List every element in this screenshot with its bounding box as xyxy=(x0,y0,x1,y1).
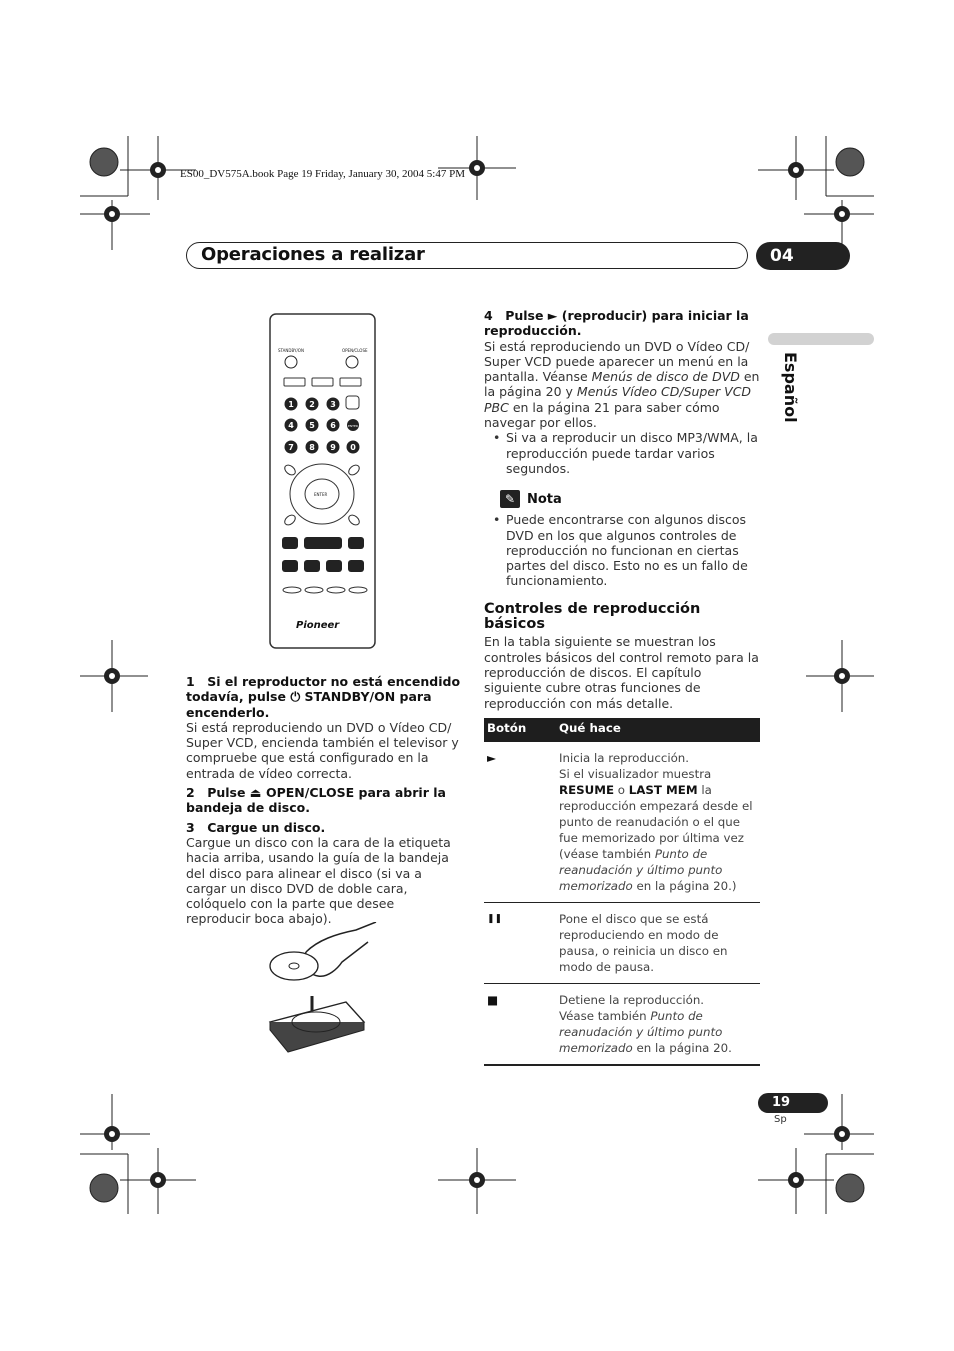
remote-key-label: 3 xyxy=(330,400,336,409)
page-number: 19 xyxy=(758,1093,828,1113)
step-3-body: Cargue un disco con la cara de la etiqueta hacia arriba, usando la guía de la bandeja del disco para alinear el disco (si va a cargar un disco DVD de doble cara, colóquelo con la parte que desee reproducir boca abajo). xyxy=(186,834,451,927)
table-row xyxy=(484,742,760,903)
remote-brand-logo: Pioneer xyxy=(296,620,340,631)
table-row xyxy=(484,984,760,1066)
remote-key-label: 4 xyxy=(288,421,294,430)
remote-key-label: 9 xyxy=(330,443,336,452)
row-stop-description: Detiene la reproducción. Véase también Punto de reanudación y último punto memorizado en la página 20. xyxy=(556,984,760,1066)
step-1-heading: 1 Si el reproductor no está encendido todavía, pulse ⏻ STANDBY/ON para encenderlo. xyxy=(186,674,461,720)
pause-icon: ❚❚ xyxy=(484,903,556,984)
note-pencil-icon: ✎ xyxy=(500,490,520,508)
step-2-heading: 2 Pulse ⏏ OPEN/CLOSE para abrir la bandeja de disco. xyxy=(186,785,446,816)
ref-resume-point-2[interactable]: Punto de reanudación y último punto memorizado xyxy=(559,1009,723,1055)
left-column xyxy=(186,674,462,927)
print-slug: ES00_DV575A.book Page 19 Friday, January 30, 2004 5:47 PM xyxy=(180,168,465,180)
right-column xyxy=(484,308,760,711)
section-heading: Controles de reproducción básicos xyxy=(484,600,701,633)
remote-key-label: 2 xyxy=(309,400,315,409)
step-3-heading: 3 Cargue un disco. xyxy=(186,819,326,835)
remote-key-label: 8 xyxy=(309,443,315,452)
remote-label-standby: STANDBY/ON xyxy=(278,348,304,353)
playback-controls-table xyxy=(484,718,760,1066)
table-header-button: Botón xyxy=(484,718,556,742)
remote-key-label: 0 xyxy=(350,443,356,452)
table-header-what: Qué hace xyxy=(556,718,760,742)
ref-dvd-menus[interactable]: Menús de disco de DVD xyxy=(591,369,740,385)
step-4-heading: 4 Pulse ► (reproducir) para iniciar la reproducción. xyxy=(484,308,749,339)
remote-label-open-close: OPEN/CLOSE xyxy=(342,348,368,353)
note-bullet: • Puede encontrarse con algunos discos DVD en los que algunos controles de reproducción no funcionan en ciertas partes del disco. Esto no es un fallo de funcionamiento. xyxy=(484,512,760,588)
language-tab-label: Español xyxy=(781,352,800,423)
play-icon: ► xyxy=(484,742,556,903)
remote-key-label: 5 xyxy=(309,421,315,430)
language-tab-bar xyxy=(768,333,874,345)
step-4-body: Si está reproduciendo un DVD o Vídeo CD/ Super VCD puede aparecer un menú en la pantalla. Véanse Menús de disco de DVD en la página 20 y Menús Vídeo CD/Super VCD PBC en la página 21 para saber cómo navegar por ellos. xyxy=(484,338,760,431)
stop-icon: ■ xyxy=(484,984,556,1066)
chapter-title: Operaciones a realizar xyxy=(201,244,425,265)
chapter-number: 04 xyxy=(756,242,850,270)
table-row xyxy=(484,903,760,984)
section-body: En la tabla siguiente se muestran los controles básicos del control remoto para la reproducción de discos. El capítulo siguiente cubre otras funciones de reproducción con más detalle. xyxy=(484,634,759,711)
note-title: Nota xyxy=(527,491,562,507)
disc-loading-illustration xyxy=(266,922,378,1058)
ref-resume-point[interactable]: Punto de reanudación y último punto memorizado xyxy=(559,847,723,893)
step-1-body: Si está reproduciendo un DVD o Vídeo CD/ Super VCD, encienda también el televisor y compruebe que está configurado en la entrada de vídeo correcta. xyxy=(186,719,459,781)
page-lang-code: Sp xyxy=(774,1114,787,1125)
step-4-bullet: • Si va a reproducir un disco MP3/WMA, la reproducción puede tardar varios segundos. xyxy=(484,430,760,476)
row-play-description: Inicia la reproducción. Si el visualizador muestra RESUME o LAST MEM la reproducción empezará desde el punto de reanudación o el que fue memorizado por última vez (véase también Punto de reanudación y último punto memorizado en la página 20.) xyxy=(556,742,760,903)
remote-key-label: 1 xyxy=(288,400,294,409)
remote-key-label: 7 xyxy=(288,443,294,452)
row-pause-description: Pone el disco que se está reproduciendo en modo de pausa, o reinicia un disco en modo de pausa. xyxy=(556,903,760,984)
remote-enter-center: ENTER xyxy=(314,492,328,497)
note-header xyxy=(484,490,760,508)
remote-control-illustration xyxy=(268,312,378,652)
remote-key-label: 6 xyxy=(330,421,336,430)
ref-vcd-menus[interactable]: Menús Vídeo CD/Super VCD PBC xyxy=(484,384,752,415)
remote-enter-small: ENTER xyxy=(348,424,358,428)
